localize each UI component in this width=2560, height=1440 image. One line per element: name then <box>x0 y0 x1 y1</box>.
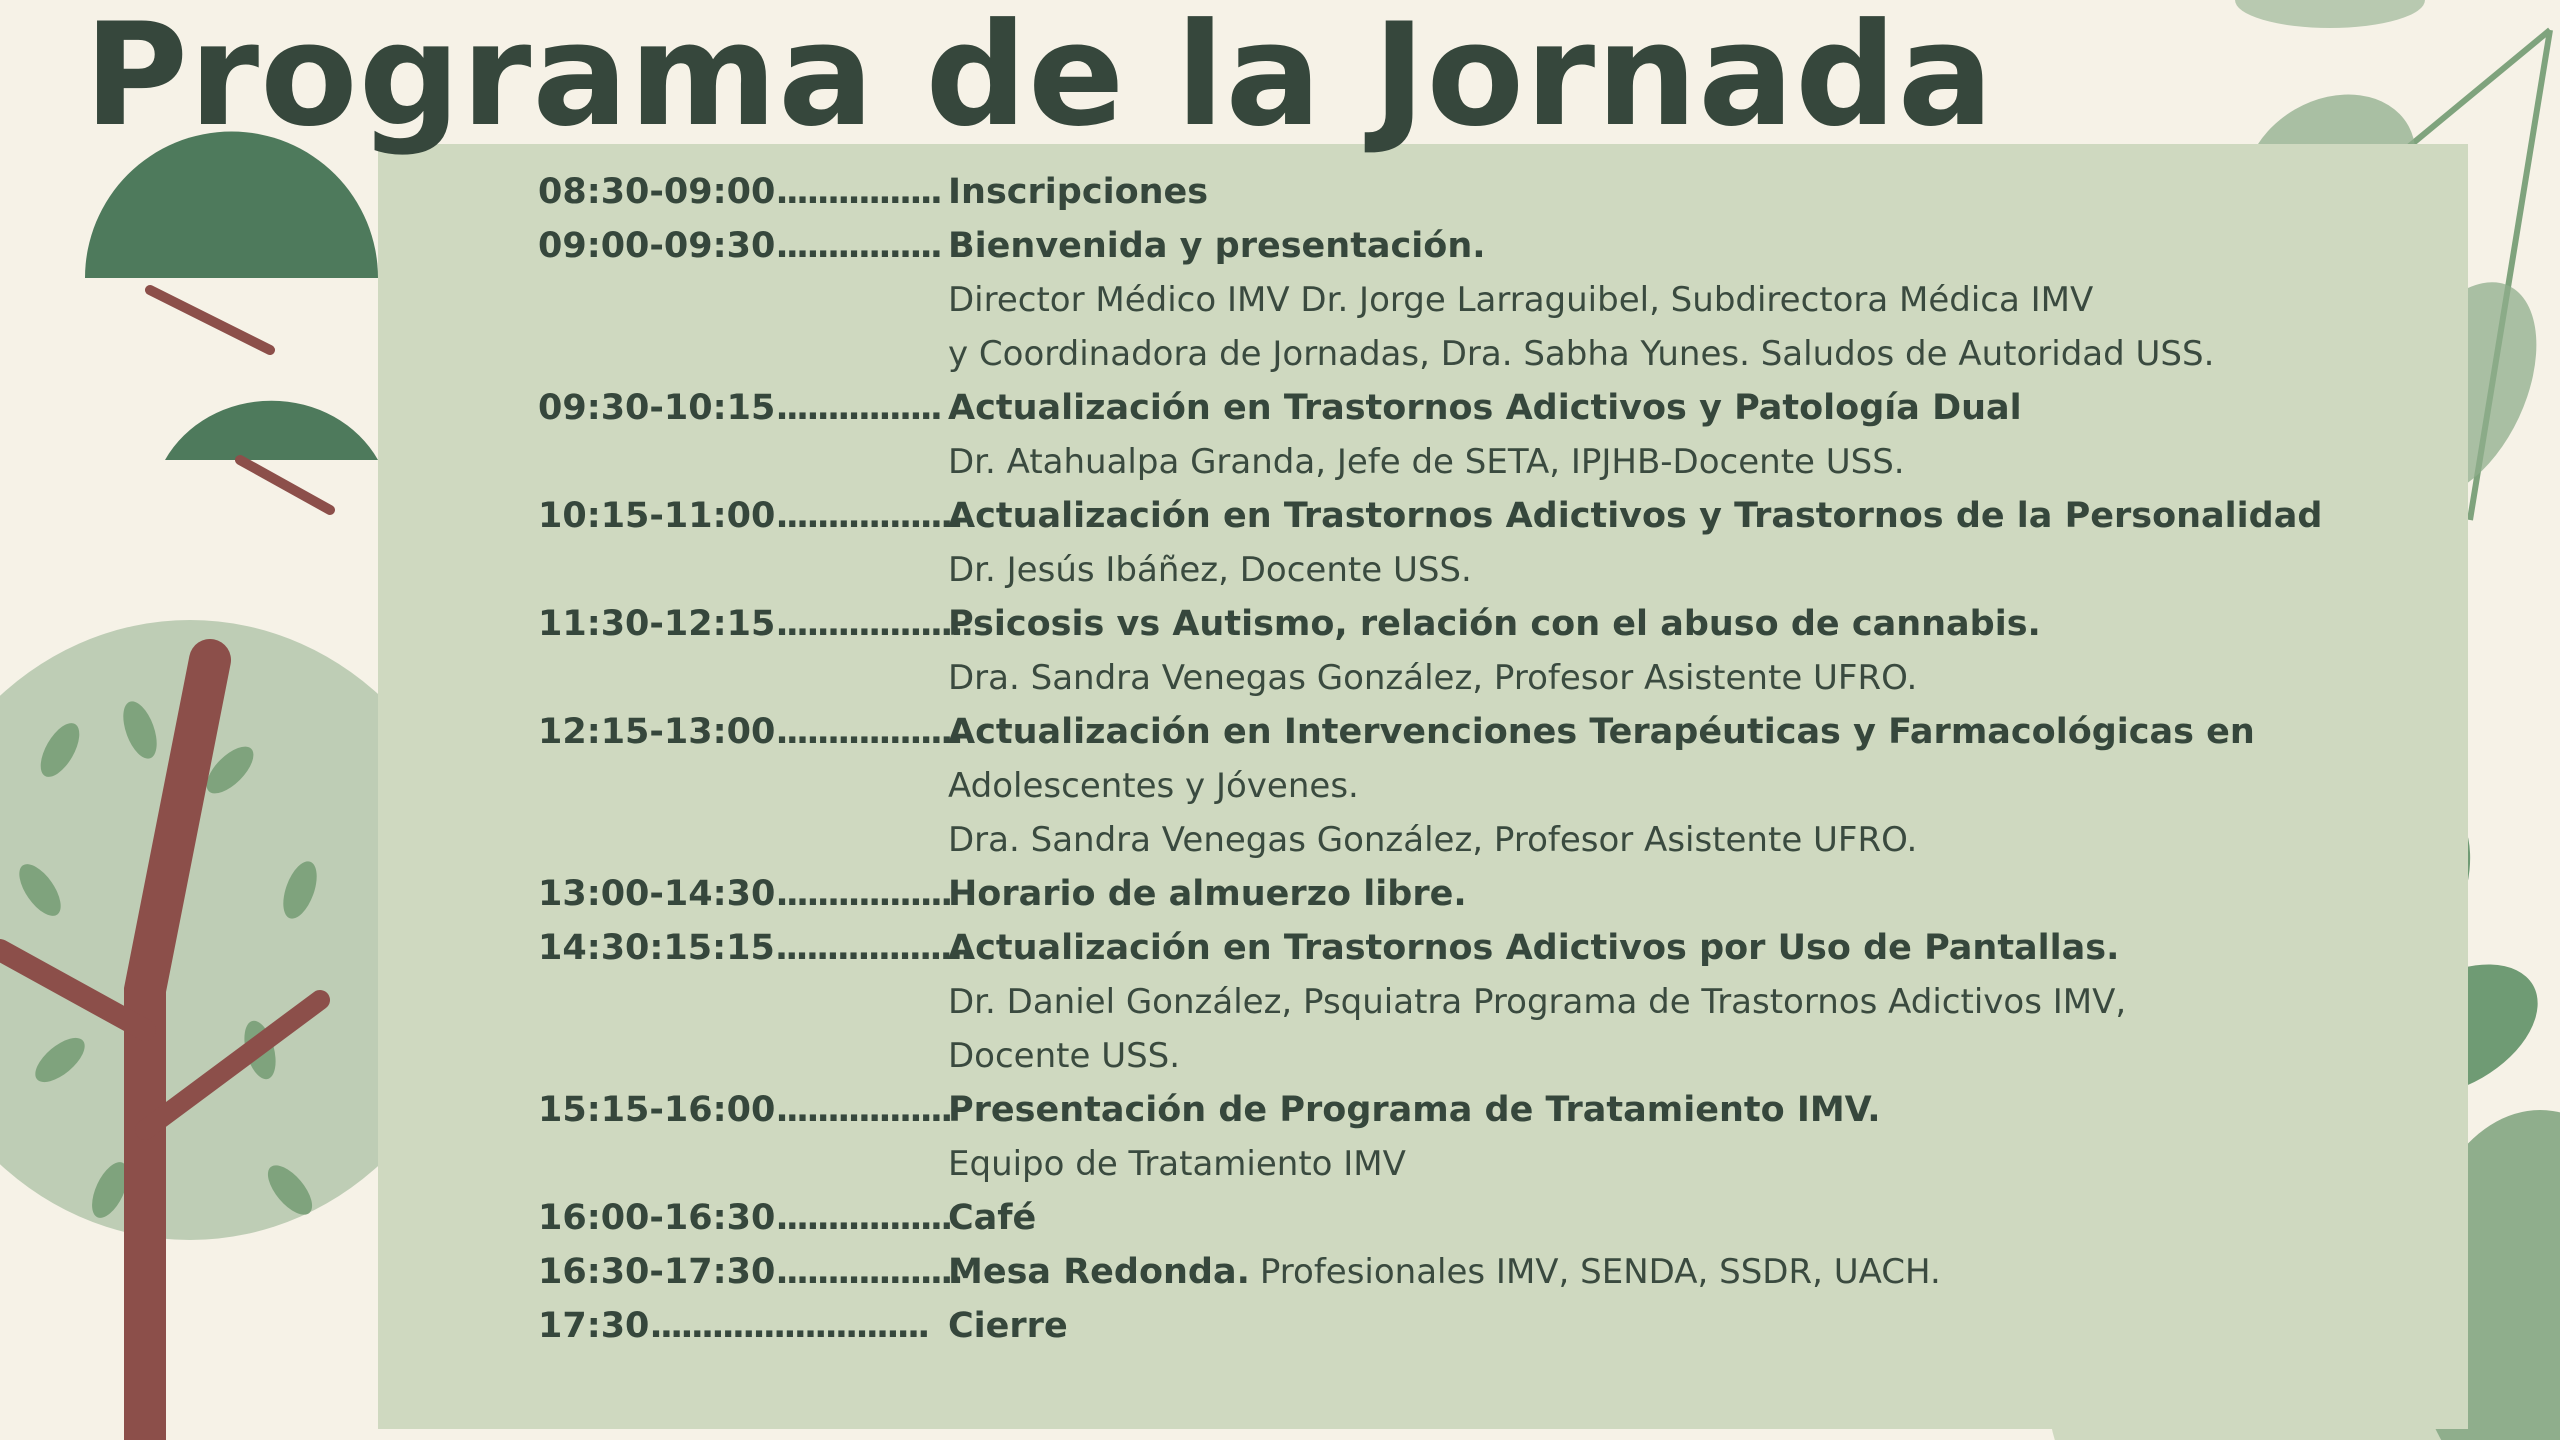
schedule-item-title: Actualización en Intervenciones Terapéuticas y Farmacológicas en <box>948 712 2255 752</box>
page-title: Programa de la Jornada <box>84 0 1995 158</box>
schedule-list <box>538 165 2458 1353</box>
schedule-item-detail: Director Médico IMV Dr. Jorge Larraguibel, Subdirectora Médica IMV <box>948 280 2094 320</box>
schedule-item-detail: Dra. Sandra Venegas González, Profesor Asistente UFRO. <box>948 820 1918 860</box>
schedule-item-title: Actualización en Trastornos Adictivos y Patología Dual <box>948 388 2022 428</box>
schedule-item <box>538 165 2458 219</box>
schedule-item-time-cell <box>538 705 961 759</box>
schedule-item-time: 15:15-16:00 <box>538 1090 776 1130</box>
schedule-item <box>538 1083 2458 1137</box>
schedule-item-time-cell <box>538 381 948 435</box>
schedule-item-title: Actualización en Trastornos Adictivos y Trastornos de la Personalidad <box>948 496 2323 536</box>
schedule-item-time: 11:30-12:15 <box>538 604 776 644</box>
schedule-item <box>538 1191 2458 1245</box>
schedule-item-time: 17:30 <box>538 1306 650 1346</box>
schedule-item-title: Bienvenida y presentación. <box>948 226 1486 266</box>
schedule-item-leader: .................. <box>775 496 961 536</box>
schedule-item-leader: ................. <box>775 1198 951 1238</box>
schedule-item-time-cell <box>538 1191 951 1245</box>
schedule-item-time: 14:30:15:15 <box>538 928 775 968</box>
schedule-item-detail: Dr. Daniel González, Psquiatra Programa de Trastornos Adictivos IMV, <box>948 982 2127 1022</box>
schedule-item-time-cell <box>538 1299 948 1353</box>
schedule-item <box>538 489 2458 543</box>
schedule-item-time: 16:30-17:30 <box>538 1252 776 1292</box>
schedule-item-leader: .................. <box>775 712 961 752</box>
schedule-item-detail: Docente USS. <box>948 1036 1181 1076</box>
schedule-item-leader: ................... <box>774 928 971 968</box>
schedule-item-leader: ........................... <box>649 1306 928 1346</box>
schedule-item <box>538 705 2458 759</box>
schedule-item <box>538 597 2458 651</box>
schedule-item-time-cell <box>538 597 971 651</box>
schedule-item-detail: Dr. Jesús Ibáñez, Docente USS. <box>948 550 1472 590</box>
schedule-item-title: Cierre <box>948 1306 1068 1346</box>
schedule-item-leader: ................... <box>775 604 971 644</box>
schedule-item-time-cell <box>538 165 948 219</box>
tree-illustration-left <box>0 130 380 1440</box>
schedule-item-time: 09:00-09:30 <box>538 226 776 266</box>
schedule-item-time: 16:00-16:30 <box>538 1198 776 1238</box>
schedule-item-detail: Equipo de Tratamiento IMV <box>948 1144 1406 1184</box>
schedule-item-time-cell <box>538 867 951 921</box>
schedule-item-title: Actualización en Trastornos Adictivos por Uso de Pantallas. <box>948 928 2120 968</box>
schedule-item-time: 10:15-11:00 <box>538 496 776 536</box>
schedule-item-inline-detail: Profesionales IMV, SENDA, SSDR, UACH. <box>1259 1252 1941 1292</box>
schedule-item <box>538 921 2458 975</box>
schedule-item <box>538 1245 2458 1299</box>
schedule-item-time-cell <box>538 1083 951 1137</box>
schedule-item-title: Presentación de Programa de Tratamiento IMV. <box>948 1090 1881 1130</box>
schedule-item-title: Horario de almuerzo libre. <box>948 874 1467 914</box>
schedule-item-title: Mesa Redonda. <box>948 1252 1250 1292</box>
schedule-item-leader: ................. <box>775 874 951 914</box>
schedule-item-detail: y Coordinadora de Jornadas, Dra. Sabha Yunes. Saludos de Autoridad USS. <box>948 334 2215 374</box>
schedule-item-leader: ................. <box>775 1090 951 1130</box>
schedule-item-leader: ................ <box>775 388 941 428</box>
schedule-item-leader: ................ <box>775 226 941 266</box>
schedule-item-detail: Dr. Atahualpa Granda, Jefe de SETA, IPJHB-Docente USS. <box>948 442 1905 482</box>
schedule-item-detail: Adolescentes y Jóvenes. <box>948 766 1359 806</box>
schedule-item-time: 08:30-09:00 <box>538 172 776 212</box>
schedule-item-time: 09:30-10:15 <box>538 388 776 428</box>
schedule-item-time-cell <box>538 1245 961 1299</box>
schedule-item-time-cell <box>538 489 961 543</box>
schedule-item <box>538 1299 2458 1353</box>
schedule-item-time-cell <box>538 219 948 273</box>
schedule-item-leader: ................ <box>775 172 941 212</box>
schedule-item-title: Café <box>948 1198 1037 1238</box>
schedule-item-leader: .................. <box>775 1252 961 1292</box>
schedule-item <box>538 219 2458 273</box>
schedule-item-detail: Dra. Sandra Venegas González, Profesor Asistente UFRO. <box>948 658 1918 698</box>
schedule-item-time: 12:15-13:00 <box>538 712 776 752</box>
schedule-item-title: Inscripciones <box>948 172 1209 212</box>
schedule-item-title: Psicosis vs Autismo, relación con el abuso de cannabis. <box>948 604 2041 644</box>
schedule-item-time: 13:00-14:30 <box>538 874 776 914</box>
schedule-item <box>538 867 2458 921</box>
schedule-item-time-cell <box>538 921 971 975</box>
schedule-item <box>538 381 2458 435</box>
